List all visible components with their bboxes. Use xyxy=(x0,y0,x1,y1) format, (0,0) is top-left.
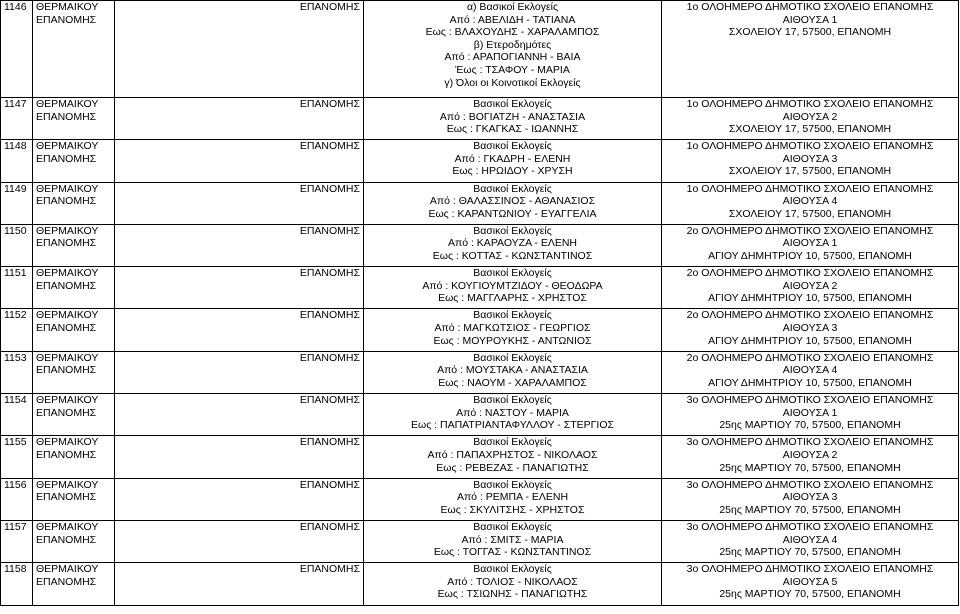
polling-place xyxy=(662,267,959,309)
voter-range-line: Από : ΜΟΥΣΤΑΚΑ - ΑΝΑΣΤΑΣΙΑ xyxy=(437,364,588,377)
polling-place-line: 3ο ΟΛΟΗΜΕΡΟ ΔΗΜΟΤΙΚΟ ΣΧΟΛΕΙΟ ΕΠΑΝΟΜΗΣ xyxy=(686,436,934,449)
voter-range-line: γ) Όλοι οι Κοινοτικοί Εκλογείς xyxy=(444,76,581,89)
municipality-line: ΕΠΑΝΟΜΗΣ xyxy=(36,152,97,165)
polling-place-line: ΑΙΘΟΥΣΑ 4 xyxy=(782,533,838,546)
municipality-line: ΘΕΡΜΑΙΚΟΥ xyxy=(36,351,99,364)
municipality xyxy=(33,267,115,309)
municipality-line: ΘΕΡΜΑΙΚΟΥ xyxy=(36,436,99,449)
polling-place-line: ΣΧΟΛΕΙΟΥ 17, 57500, ΕΠΑΝΟΜΗ xyxy=(728,26,892,39)
polling-place-line: ΑΙΘΟΥΣΑ 2 xyxy=(782,448,838,461)
polling-place-line: ΑΙΘΟΥΣΑ 1 xyxy=(782,237,838,250)
voter-range-line: Από : ΠΑΠΑΧΡΗΣΤΟΣ - ΝΙΚΟΛΑΟΣ xyxy=(427,448,598,461)
voter-range xyxy=(364,478,662,520)
station-number: 1151 xyxy=(1,267,33,309)
polling-place xyxy=(662,351,959,393)
polling-place-line: ΣΧΟΛΕΙΟΥ 17, 57500, ΕΠΑΝΟΜΗ xyxy=(728,207,892,220)
municipality xyxy=(33,563,115,605)
voter-range-line: Από : ΑΒΕΛΙΔΗ - ΤΑΤΙΑΝΑ xyxy=(449,13,576,26)
voter-range-line: Εως : ΗΡΩΙΔΟΥ - ΧΡΥΣΗ xyxy=(452,165,573,178)
station-number: 1149 xyxy=(1,182,33,224)
polling-place-line: 25ης ΜΑΡΤΙΟΥ 70, 57500, ΕΠΑΝΟΜΗ xyxy=(719,546,901,559)
polling-place xyxy=(662,394,959,436)
station-number: 1157 xyxy=(1,520,33,562)
electoral-unit: ΕΠΑΝΟΜΗΣ xyxy=(115,436,364,478)
electoral-unit: ΕΠΑΝΟΜΗΣ xyxy=(115,351,364,393)
municipality-line: ΘΕΡΜΑΙΚΟΥ xyxy=(36,1,99,13)
municipality xyxy=(33,478,115,520)
voter-range-line: Εως : ΜΑΓΓΛΑΡΗΣ - ΧΡΗΣΤΟΣ xyxy=(438,292,587,305)
polling-place-line: 3ο ΟΛΟΗΜΕΡΟ ΔΗΜΟΤΙΚΟ ΣΧΟΛΕΙΟ ΕΠΑΝΟΜΗΣ xyxy=(686,478,934,491)
polling-place-line: 1ο ΟΛΟΗΜΕΡΟ ΔΗΜΟΤΙΚΟ ΣΧΟΛΕΙΟ ΕΠΑΝΟΜΗΣ xyxy=(686,140,934,153)
polling-place-line: ΑΓΙΟΥ ΔΗΜΗΤΡΙΟΥ 10, 57500, ΕΠΑΝΟΜΗ xyxy=(708,334,912,347)
station-number: 1148 xyxy=(1,140,33,182)
polling-place xyxy=(662,98,959,140)
municipality-line: ΕΠΑΝΟΜΗΣ xyxy=(36,110,97,123)
table-row xyxy=(1,98,959,140)
municipality-line: ΘΕΡΜΑΙΚΟΥ xyxy=(36,478,99,491)
station-number: 1150 xyxy=(1,224,33,266)
polling-place-line: ΑΙΘΟΥΣΑ 2 xyxy=(782,279,838,292)
polling-place xyxy=(662,520,959,562)
municipality-line: ΘΕΡΜΑΙΚΟΥ xyxy=(36,182,99,195)
table-row xyxy=(1,436,959,478)
municipality-line: ΕΠΑΝΟΜΗΣ xyxy=(36,237,97,250)
polling-place xyxy=(662,563,959,605)
voter-range-line: Εως : ΒΛΑΧΟΥΔΗΣ - ΧΑΡΑΛΑΜΠΟΣ xyxy=(425,26,600,39)
polling-place-line: ΑΙΘΟΥΣΑ 3 xyxy=(782,152,838,165)
electoral-unit: ΕΠΑΝΟΜΗΣ xyxy=(115,98,364,140)
voter-range xyxy=(364,563,662,605)
municipality-line: ΘΕΡΜΑΙΚΟΥ xyxy=(36,267,99,280)
voter-range-line: Εως : ΣΚΥΛΙΤΣΗΣ - ΧΡΗΣΤΟΣ xyxy=(440,503,585,516)
municipality xyxy=(33,394,115,436)
voter-range-line: Από : ΚΑΡΑΟΥΖΑ - ΕΛΕΝΗ xyxy=(447,237,578,250)
electoral-unit: ΕΠΑΝΟΜΗΣ xyxy=(115,140,364,182)
voter-range-line: Από : ΑΡΑΠΟΓΙΑΝΝΗ - ΒΑΙΑ xyxy=(444,51,581,64)
voter-range-line: Βασικοί Εκλογείς xyxy=(473,224,552,237)
table-row xyxy=(1,478,959,520)
voter-range-line: Από : ΡΕΜΠΑ - ΕΛΕΝΗ xyxy=(456,491,569,504)
voter-range-line: Βασικοί Εκλογείς xyxy=(473,563,552,576)
station-number: 1146 xyxy=(1,1,33,98)
polling-place-line: 3ο ΟΛΟΗΜΕΡΟ ΔΗΜΟΤΙΚΟ ΣΧΟΛΕΙΟ ΕΠΑΝΟΜΗΣ xyxy=(686,563,934,576)
polling-place-line: ΑΙΘΟΥΣΑ 4 xyxy=(782,195,838,208)
voter-range-line: Εως : ΜΟΥΡΟΥΚΗΣ - ΑΝΤΩΝΙΟΣ xyxy=(433,334,592,347)
station-number: 1154 xyxy=(1,394,33,436)
voter-range-line: Από : ΤΟΛΙΟΣ - ΝΙΚΟΛΑΟΣ xyxy=(447,575,578,588)
table-row xyxy=(1,563,959,605)
polling-place-line: ΑΙΘΟΥΣΑ 1 xyxy=(782,406,838,419)
polling-place-line: ΑΙΘΟΥΣΑ 3 xyxy=(782,322,838,335)
electoral-unit: ΕΠΑΝΟΜΗΣ xyxy=(115,394,364,436)
polling-place-line: ΑΙΘΟΥΣΑ 3 xyxy=(782,491,838,504)
municipality-line: ΕΠΑΝΟΜΗΣ xyxy=(36,279,97,292)
voter-range xyxy=(364,140,662,182)
municipality xyxy=(33,182,115,224)
voter-range-line: Από : ΜΑΓΚΩΤΣΙΟΣ - ΓΕΩΡΓΙΟΣ xyxy=(434,322,591,335)
municipality-line: ΘΕΡΜΑΙΚΟΥ xyxy=(36,563,99,576)
polling-place xyxy=(662,436,959,478)
polling-place xyxy=(662,140,959,182)
polling-place xyxy=(662,309,959,351)
table-row xyxy=(1,394,959,436)
polling-place-line: ΑΙΘΟΥΣΑ 4 xyxy=(782,364,838,377)
voter-range-line: Εως : ΤΟΓΓΑΣ - ΚΩΝΣΤΑΝΤΙΝΟΣ xyxy=(433,546,592,559)
polling-place-line: 25ης ΜΑΡΤΙΟΥ 70, 57500, ΕΠΑΝΟΜΗ xyxy=(719,503,901,516)
electoral-unit: ΕΠΑΝΟΜΗΣ xyxy=(115,224,364,266)
municipality-line: ΕΠΑΝΟΜΗΣ xyxy=(36,13,97,26)
voter-range-line: Βασικοί Εκλογείς xyxy=(473,182,552,195)
voter-range-line: Βασικοί Εκλογείς xyxy=(473,436,552,449)
voter-range xyxy=(364,436,662,478)
voter-range xyxy=(364,267,662,309)
voter-range-line: Έως : ΤΣΑΦΟΥ - ΜΑΡΙΑ xyxy=(455,63,570,76)
voter-range xyxy=(364,1,662,98)
voter-range-line: Από : ΚΟΥΓΙΟΥΜΤΖΙΔΟΥ - ΘΕΟΔΩΡΑ xyxy=(422,279,603,292)
voter-range-line: Από : ΓΚΑΔΡΗ - ΕΛΕΝΗ xyxy=(454,152,571,165)
table-row xyxy=(1,224,959,266)
voter-range-line: Εως : ΡΕΒΕΖΑΣ - ΠΑΝΑΓΙΩΤΗΣ xyxy=(436,461,589,474)
station-number: 1153 xyxy=(1,351,33,393)
electoral-unit: ΕΠΑΝΟΜΗΣ xyxy=(115,1,364,98)
voter-range-line: Από : ΒΟΓΙΑΤΖΗ - ΑΝΑΣΤΑΣΙΑ xyxy=(439,110,586,123)
electoral-unit: ΕΠΑΝΟΜΗΣ xyxy=(115,309,364,351)
voter-range xyxy=(364,98,662,140)
municipality-line: ΕΠΑΝΟΜΗΣ xyxy=(36,364,97,377)
polling-place-line: ΑΓΙΟΥ ΔΗΜΗΤΡΙΟΥ 10, 57500, ΕΠΑΝΟΜΗ xyxy=(708,250,912,263)
municipality-line: ΕΠΑΝΟΜΗΣ xyxy=(36,406,97,419)
municipality xyxy=(33,436,115,478)
table-row xyxy=(1,140,959,182)
polling-place-line: 25ης ΜΑΡΤΙΟΥ 70, 57500, ΕΠΑΝΟΜΗ xyxy=(719,588,901,601)
electoral-unit: ΕΠΑΝΟΜΗΣ xyxy=(115,182,364,224)
polling-place-line: ΣΧΟΛΕΙΟΥ 17, 57500, ΕΠΑΝΟΜΗ xyxy=(728,123,892,136)
table-row xyxy=(1,351,959,393)
polling-place-line: ΑΙΘΟΥΣΑ 2 xyxy=(782,110,838,123)
polling-place-line: ΑΙΘΟΥΣΑ 5 xyxy=(782,575,838,588)
voter-range-line: Βασικοί Εκλογείς xyxy=(473,309,552,322)
municipality xyxy=(33,1,115,98)
table-row xyxy=(1,267,959,309)
polling-place-line: 3ο ΟΛΟΗΜΕΡΟ ΔΗΜΟΤΙΚΟ ΣΧΟΛΕΙΟ ΕΠΑΝΟΜΗΣ xyxy=(686,520,934,533)
polling-place-line: 2ο ΟΛΟΗΜΕΡΟ ΔΗΜΟΤΙΚΟ ΣΧΟΛΕΙΟ ΕΠΑΝΟΜΗΣ xyxy=(686,309,934,322)
voter-range xyxy=(364,520,662,562)
voter-range-line: Βασικοί Εκλογείς xyxy=(473,267,552,280)
polling-place-line: ΑΓΙΟΥ ΔΗΜΗΤΡΙΟΥ 10, 57500, ΕΠΑΝΟΜΗ xyxy=(708,292,912,305)
electoral-unit: ΕΠΑΝΟΜΗΣ xyxy=(115,267,364,309)
voter-range-line: Εως : ΤΣΙΩΝΗΣ - ΠΑΝΑΓΙΩΤΗΣ xyxy=(437,588,588,601)
polling-place-line: 25ης ΜΑΡΤΙΟΥ 70, 57500, ΕΠΑΝΟΜΗ xyxy=(719,419,901,432)
voter-range xyxy=(364,394,662,436)
voter-range-line: Βασικοί Εκλογείς xyxy=(473,140,552,153)
table-row xyxy=(1,520,959,562)
polling-place xyxy=(662,1,959,98)
polling-place-line: ΑΓΙΟΥ ΔΗΜΗΤΡΙΟΥ 10, 57500, ΕΠΑΝΟΜΗ xyxy=(708,376,912,389)
municipality-line: ΘΕΡΜΑΙΚΟΥ xyxy=(36,98,99,110)
table-row xyxy=(1,1,959,98)
polling-place-line: ΑΙΘΟΥΣΑ 1 xyxy=(782,13,838,26)
polling-place xyxy=(662,224,959,266)
municipality-line: ΘΕΡΜΑΙΚΟΥ xyxy=(36,309,99,322)
polling-place-line: 2ο ΟΛΟΗΜΕΡΟ ΔΗΜΟΤΙΚΟ ΣΧΟΛΕΙΟ ΕΠΑΝΟΜΗΣ xyxy=(686,224,934,237)
polling-place-line: ΣΧΟΛΕΙΟΥ 17, 57500, ΕΠΑΝΟΜΗ xyxy=(728,165,892,178)
polling-place-line: 1ο ΟΛΟΗΜΕΡΟ ΔΗΜΟΤΙΚΟ ΣΧΟΛΕΙΟ ΕΠΑΝΟΜΗΣ xyxy=(686,98,934,110)
table-body xyxy=(1,1,959,606)
voter-range-line: Εως : ΠΑΠΑΤΡΙΑΝΤΑΦΥΛΛΟΥ - ΣΤΕΡΓΙΟΣ xyxy=(411,419,614,432)
polling-place-line: 1ο ΟΛΟΗΜΕΡΟ ΔΗΜΟΤΙΚΟ ΣΧΟΛΕΙΟ ΕΠΑΝΟΜΗΣ xyxy=(686,182,934,195)
voter-range-line: Βασικοί Εκλογείς xyxy=(473,351,552,364)
municipality xyxy=(33,520,115,562)
table-row xyxy=(1,182,959,224)
municipality xyxy=(33,140,115,182)
station-number: 1155 xyxy=(1,436,33,478)
electoral-unit: ΕΠΑΝΟΜΗΣ xyxy=(115,478,364,520)
polling-place-line: 3ο ΟΛΟΗΜΕΡΟ ΔΗΜΟΤΙΚΟ ΣΧΟΛΕΙΟ ΕΠΑΝΟΜΗΣ xyxy=(686,394,934,407)
municipality xyxy=(33,351,115,393)
voter-range xyxy=(364,224,662,266)
municipality-line: ΕΠΑΝΟΜΗΣ xyxy=(36,491,97,504)
voter-range xyxy=(364,351,662,393)
municipality-line: ΕΠΑΝΟΜΗΣ xyxy=(36,448,97,461)
polling-place-line: 2ο ΟΛΟΗΜΕΡΟ ΔΗΜΟΤΙΚΟ ΣΧΟΛΕΙΟ ΕΠΑΝΟΜΗΣ xyxy=(686,351,934,364)
voter-range-line: Βασικοί Εκλογείς xyxy=(473,394,552,407)
voter-range-line: α) Βασικοί Εκλογείς xyxy=(466,1,559,13)
municipality xyxy=(33,98,115,140)
municipality xyxy=(33,224,115,266)
voter-range xyxy=(364,182,662,224)
polling-place-line: 1ο ΟΛΟΗΜΕΡΟ ΔΗΜΟΤΙΚΟ ΣΧΟΛΕΙΟ ΕΠΑΝΟΜΗΣ xyxy=(686,1,934,13)
voter-range-line: Εως : ΚΑΡΑΝΤΩΝΙΟΥ - ΕΥΑΓΓΕΛΙΑ xyxy=(428,207,597,220)
voter-range-line: Εως : ΝΑΟΥΜ - ΧΑΡΑΛΑΜΠΟΣ xyxy=(438,376,587,389)
electoral-unit: ΕΠΑΝΟΜΗΣ xyxy=(115,563,364,605)
voter-range-line: Από : ΝΑΣΤΟΥ - ΜΑΡΙΑ xyxy=(456,406,569,419)
polling-place-line: 2ο ΟΛΟΗΜΕΡΟ ΔΗΜΟΤΙΚΟ ΣΧΟΛΕΙΟ ΕΠΑΝΟΜΗΣ xyxy=(686,267,934,280)
station-number: 1158 xyxy=(1,563,33,605)
voter-range-line: Βασικοί Εκλογείς xyxy=(473,520,552,533)
municipality-line: ΕΠΑΝΟΜΗΣ xyxy=(36,533,97,546)
municipality xyxy=(33,309,115,351)
station-number: 1156 xyxy=(1,478,33,520)
municipality-line: ΘΕΡΜΑΙΚΟΥ xyxy=(36,140,99,153)
table-row xyxy=(1,309,959,351)
voter-range-line: Βασικοί Εκλογείς xyxy=(473,98,552,110)
municipality-line: ΕΠΑΝΟΜΗΣ xyxy=(36,195,97,208)
voter-range-line: Εως : ΚΟΤΤΑΣ - ΚΩΝΣΤΑΝΤΙΝΟΣ xyxy=(432,250,593,263)
municipality-line: ΘΕΡΜΑΙΚΟΥ xyxy=(36,224,99,237)
voter-range-line: Εως : ΓΚΑΓΚΑΣ - ΙΩΑΝΝΗΣ xyxy=(446,123,579,136)
polling-place xyxy=(662,182,959,224)
voter-range-line: β) Ετεροδημότες xyxy=(473,38,552,51)
municipality-line: ΕΠΑΝΟΜΗΣ xyxy=(36,575,97,588)
voter-range xyxy=(364,309,662,351)
municipality-line: ΘΕΡΜΑΙΚΟΥ xyxy=(36,520,99,533)
municipality-line: ΕΠΑΝΟΜΗΣ xyxy=(36,322,97,335)
electoral-unit: ΕΠΑΝΟΜΗΣ xyxy=(115,520,364,562)
voter-range-line: Από : ΣΜΙΤΣ - ΜΑΡΙΑ xyxy=(461,533,564,546)
station-number: 1152 xyxy=(1,309,33,351)
polling-place-line: 25ης ΜΑΡΤΙΟΥ 70, 57500, ΕΠΑΝΟΜΗ xyxy=(719,461,901,474)
polling-place xyxy=(662,478,959,520)
station-number: 1147 xyxy=(1,98,33,140)
voter-range-line: Βασικοί Εκλογείς xyxy=(473,478,552,491)
municipality-line: ΘΕΡΜΑΙΚΟΥ xyxy=(36,394,99,407)
voter-range-line: Από : ΘΑΛΑΣΣΙΝΟΣ - ΑΘΑΝΑΣΙΟΣ xyxy=(429,195,596,208)
